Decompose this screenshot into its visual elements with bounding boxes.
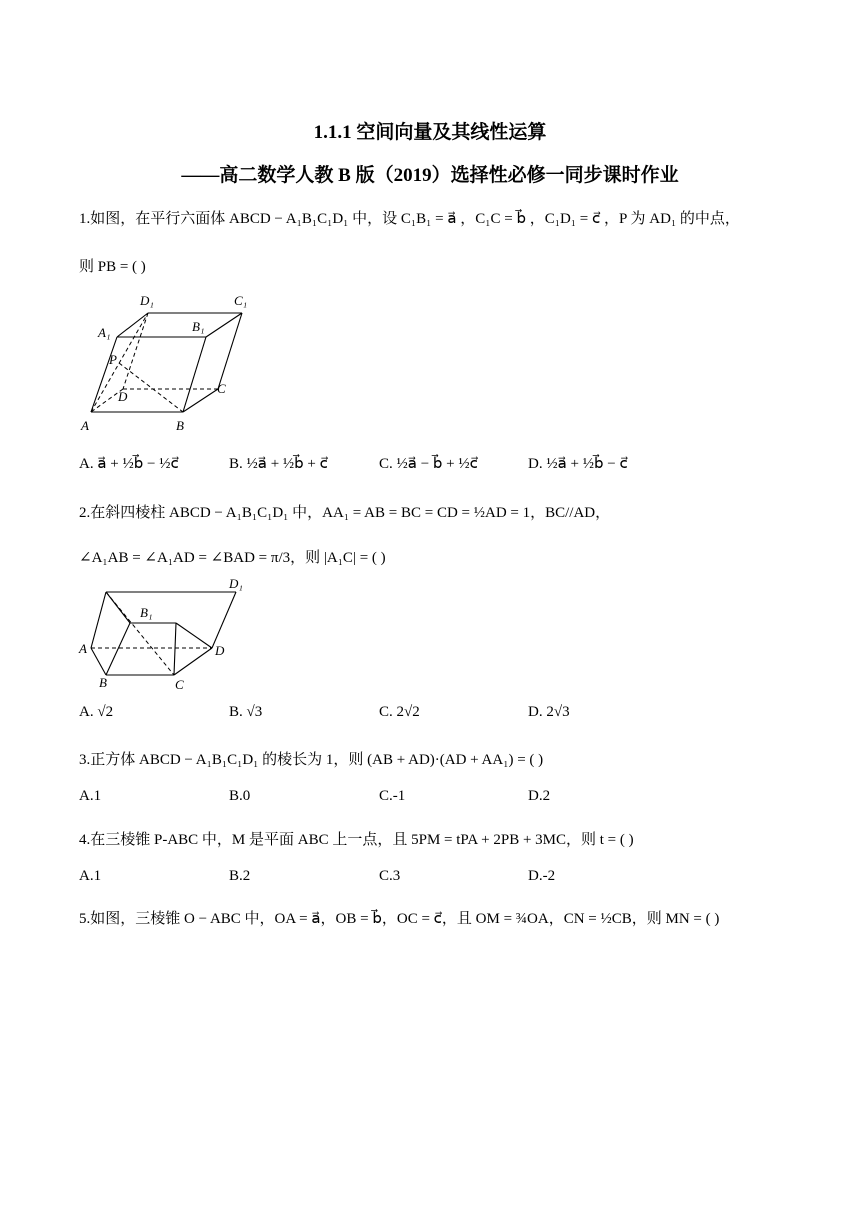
q4-stem: 4.在三棱锥 P-ABC 中，M 是平面 ABC 上一点，且 5PM = tPA + 2PB + 3MC，则 t = ( ) <box>79 832 634 848</box>
q1-label-b: B <box>176 418 184 433</box>
q1-figure-parallelepiped <box>78 292 258 437</box>
q1-option-c[interactable]: C. ½a⃗ − b⃗ + ½c⃗ <box>379 456 478 472</box>
q1-label-p: P <box>109 352 117 367</box>
q1-label-b1: B₁ <box>192 319 205 334</box>
q3-option-c[interactable]: C.-1 <box>379 788 406 804</box>
q2-option-d[interactable]: D. 2√3 <box>528 704 570 720</box>
q2-label-b: B <box>99 675 107 690</box>
q3-option-d[interactable]: D.2 <box>528 788 551 804</box>
q2-stem-line1: 2.在斜四棱柱 ABCD − A₁B₁C₁D₁ 中，AA₁ = AB = BC = CD = ½AD = 1，BC//AD， <box>79 505 611 521</box>
q1-label-c1: C₁ <box>234 293 248 308</box>
q2-option-c[interactable]: C. 2√2 <box>379 704 420 720</box>
q1-label-d1: D₁ <box>140 293 154 308</box>
q2-label-b1: B₁ <box>140 605 153 620</box>
q1-label-c: C <box>217 381 226 396</box>
q1-option-a[interactable]: A. a⃗ + ½b⃗ − ½c⃗ <box>79 456 179 472</box>
q4-option-b[interactable]: B.2 <box>229 868 251 884</box>
q2-option-b[interactable]: B. √3 <box>229 704 263 720</box>
q1-stem-line1: 1.如图，在平行六面体 ABCD − A₁B₁C₁D₁ 中，设 C₁B₁ = a⃗ ，C₁C = b⃗ ，C₁D₁ = c⃗ ，P 为 AD₁ 的中点， <box>79 211 740 227</box>
q2-label-a: A <box>79 641 87 656</box>
q4-option-c[interactable]: C.3 <box>379 868 401 884</box>
q2-label-d: D <box>215 643 225 658</box>
q3-option-a[interactable]: A.1 <box>79 788 102 804</box>
q4-option-d[interactable]: D.-2 <box>528 868 556 884</box>
q1-label-a: A <box>81 418 89 433</box>
q1-option-b[interactable]: B. ½a⃗ + ½b⃗ + c⃗ <box>229 456 328 472</box>
q2-label-d1: D₁ <box>229 576 243 591</box>
page-subtitle: ——高二数学人教 B 版（2019）选择性必修一同步课时作业 <box>181 165 679 186</box>
q2-label-c: C <box>175 677 184 692</box>
q1-label-d: D <box>118 389 128 404</box>
q5-stem: 5.如图，三棱锥 O − ABC 中，OA = a⃗，OB = b⃗，OC = c⃗，且 OM = ¾OA，CN = ½CB，则 MN = ( ) <box>79 911 720 927</box>
q4-option-a[interactable]: A.1 <box>79 868 102 884</box>
q3-option-b[interactable]: B.0 <box>229 788 251 804</box>
page-title: 1.1.1 空间向量及其线性运算 <box>313 122 547 143</box>
q1-stem-line2: 则 PB = ( ) <box>79 259 146 275</box>
q3-stem: 3.正方体 ABCD − A₁B₁C₁D₁ 的棱长为 1，则 (AB + AD)·(AD + AA₁) = ( ) <box>79 752 544 768</box>
q1-option-d[interactable]: D. ½a⃗ + ½b⃗ − c⃗ <box>528 456 628 472</box>
q2-option-a[interactable]: A. √2 <box>79 704 114 720</box>
q2-figure-oblique-prism <box>78 575 258 693</box>
q1-label-a1: A₁ <box>98 325 111 340</box>
q2-stem-line2: ∠A₁AB = ∠A₁AD = ∠BAD = π/3，则 |A₁C| = ( ) <box>79 550 386 566</box>
